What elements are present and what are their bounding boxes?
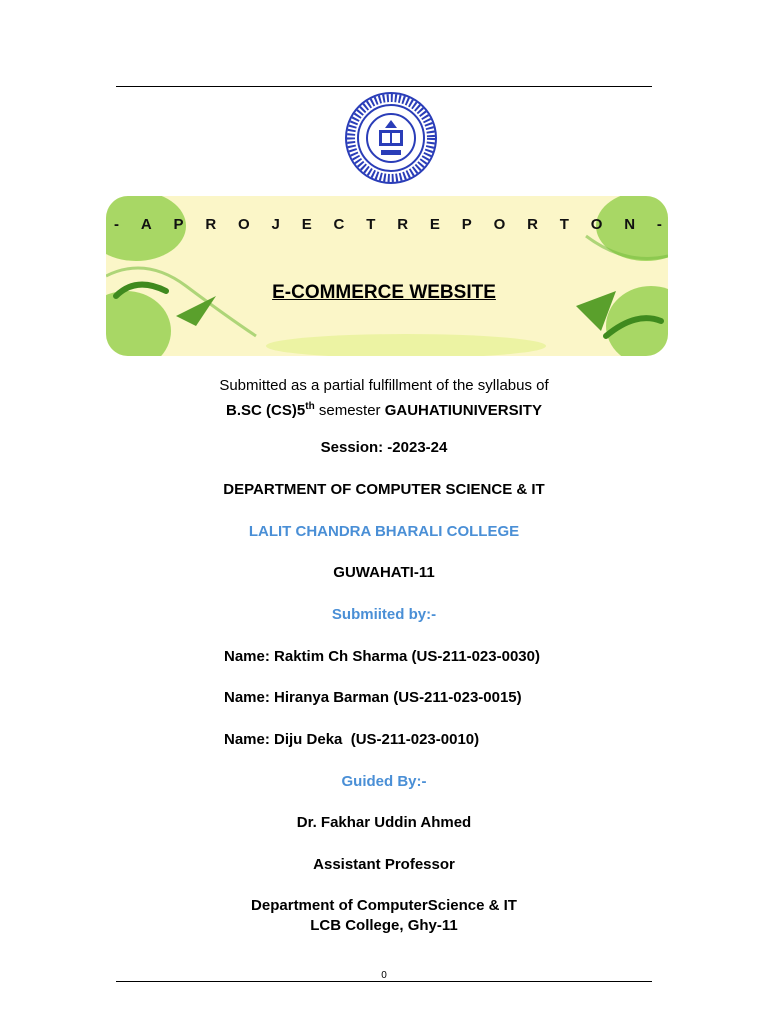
header-letter: R [397, 216, 409, 233]
session-text: Session: -2023-24 [320, 439, 448, 456]
department-heading: DEPARTMENT OF COMPUTER SCIENCE & IT [223, 481, 545, 498]
college-name: LALIT CHANDRA BHARALI COLLEGE [248, 523, 520, 540]
project-title: E-COMMERCE WEBSITE [272, 282, 496, 303]
college-seal-icon [341, 92, 441, 184]
header-letter: O [238, 216, 250, 233]
degree-line [0, 398, 768, 420]
header-letter: P [173, 216, 184, 233]
submission-line: Submitted as a partial fulfillment of the syllabus of [219, 377, 549, 394]
degree-superscript: th [305, 401, 315, 412]
city-text: GUWAHATI-11 [333, 564, 435, 581]
bottom-rule [116, 981, 652, 982]
semester-word: semester [314, 402, 385, 419]
header-letter: J [271, 216, 280, 233]
header-letter: O [590, 216, 603, 233]
degree-text: B.SC (CS)5 [226, 402, 306, 419]
header-letter: C [333, 216, 345, 233]
header-letter: E [429, 216, 440, 233]
guide-department: Department of ComputerScience & IT [251, 897, 517, 914]
header-letter: - [656, 216, 662, 233]
header-letter: - [114, 216, 119, 233]
student-name: Name: Raktim Ch Sharma (US-211-023-0030) [224, 648, 540, 665]
student-name: Name: Diju Deka (US-211-023-0010) [224, 731, 480, 748]
header-letter: P [461, 216, 472, 233]
guide-college: LCB College, Ghy-11 [310, 917, 458, 934]
guide-designation: Assistant Professor [313, 856, 455, 873]
header-letter: N [624, 216, 636, 233]
header-letter: R [205, 216, 217, 233]
report-header [114, 216, 662, 233]
header-letter: T [559, 216, 569, 233]
guided-by-label: Guided By:- [341, 773, 427, 790]
student-name: Name: Hiranya Barman (US-211-023-0015) [224, 689, 522, 706]
header-letter: O [493, 216, 506, 233]
university-name: GAUHATIUNIVERSITY [384, 402, 542, 419]
header-letter: E [301, 216, 312, 233]
submitted-by-label: Submiited by:- [331, 606, 437, 623]
header-letter: T [366, 216, 376, 233]
top-rule [116, 86, 652, 87]
guide-name: Dr. Fakhar Uddin Ahmed [296, 814, 472, 831]
page-number: 0 [381, 970, 387, 981]
header-letter: A [140, 216, 152, 233]
header-letter: R [527, 216, 538, 233]
